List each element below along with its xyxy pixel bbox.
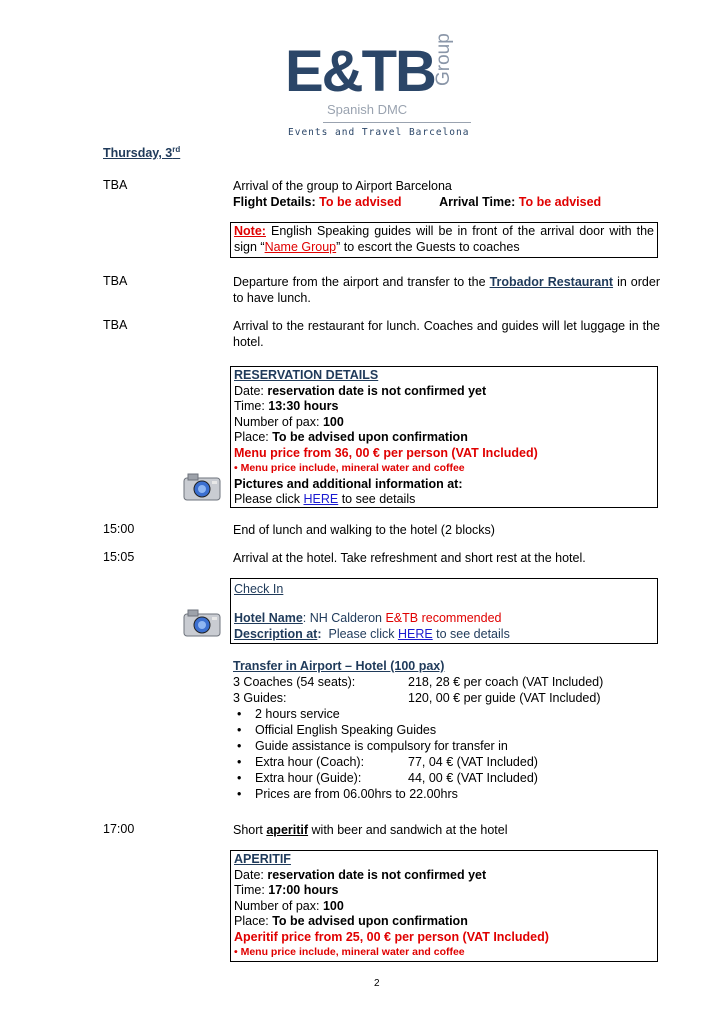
entry-e5: Arrival at the hotel. Take refreshment and short rest at the hotel.	[233, 551, 586, 565]
reservation-title: RESERVATION DETAILS	[234, 368, 379, 382]
list-item: • Guide assistance is compulsory for transfer in	[233, 738, 660, 754]
time-e3: TBA	[103, 318, 128, 332]
checkin-title: Check In	[234, 582, 284, 596]
reservation-box	[230, 366, 658, 508]
reservation-here-link[interactable]: HERE	[303, 492, 339, 506]
reservation-price: Menu price from 36, 00 € per person (VAT Included)	[234, 445, 538, 460]
day-heading	[103, 145, 180, 160]
camera-icon[interactable]	[182, 472, 222, 502]
restaurant-name: Trobador Restaurant	[489, 275, 614, 289]
aperitif-bullet: • Menu price include, mineral water and coffee	[234, 946, 465, 958]
time-e2: TBA	[103, 274, 128, 288]
flight-details: Flight Details: To be advised Arrival Time: To be advised	[233, 195, 602, 209]
note-box: Note: English Speaking guides will be in front of the arrival door with the sign “Name Group” to escort the Guests to coaches	[230, 222, 658, 258]
checkin-here-link[interactable]: HERE	[397, 626, 433, 641]
list-item: • Official English Speaking Guides	[233, 722, 660, 738]
logo-tagline: Spanish DMC	[327, 102, 408, 117]
aperitif-place: Place: To be advised upon confirmation	[234, 914, 468, 928]
aperitif-title: APERITIF	[234, 852, 291, 866]
logo-letters: E&TB	[285, 39, 435, 104]
list-item: • 2 hours service	[233, 706, 660, 722]
aperitif-date: Date: reservation date is not confirmed yet	[234, 867, 487, 882]
transfer-guides: 3 Guides: 120, 00 € per guide (VAT Included)	[233, 691, 601, 705]
page-number: 2	[374, 978, 380, 989]
entry-e4: End of lunch and walking to the hotel (2 blocks)	[233, 523, 495, 537]
transfer-section	[233, 658, 660, 802]
logo-group: Group	[433, 33, 454, 86]
aperitif-box	[230, 850, 658, 962]
checkin-box	[230, 578, 658, 644]
aperitif-price: Aperitif price from 25, 00 € per person (VAT Included)	[234, 929, 549, 944]
company-logo	[285, 33, 485, 140]
entry-e2: Departure from the airport and transfer to the Trobador Restaurant in order to have lunch.	[233, 275, 660, 305]
transfer-coaches: 3 Coaches (54 seats): 218, 28 € per coach (VAT Included)	[233, 675, 604, 689]
note-label: Note:	[234, 224, 266, 238]
camera-icon[interactable]	[182, 608, 222, 638]
aperitif-word: aperitif	[266, 823, 309, 837]
name-group: Name Group	[264, 239, 337, 254]
reservation-pax: Number of pax: 100	[234, 414, 344, 429]
time-e1: TBA	[103, 178, 128, 192]
checkin-desc: Description at: Please click HERE to see details	[234, 626, 510, 641]
transfer-title: Transfer in Airport – Hotel (100 pax)	[233, 659, 445, 673]
reservation-pictures: Pictures and additional information at:	[234, 476, 463, 491]
time-e4: 15:00	[103, 522, 135, 536]
list-item: • Prices are from 06.00hrs to 22.00hrs	[233, 786, 660, 802]
reservation-date: Date: reservation date is not confirmed yet	[234, 383, 487, 398]
checkin-hotel: Hotel Name: NH Calderon E&TB recommended	[234, 611, 502, 625]
list-item: • Extra hour (Guide): 44, 00 € (VAT Included)	[233, 770, 660, 786]
aperitif-time: Time: 17:00 hours	[234, 883, 339, 897]
aperitif-pax: Number of pax: 100	[234, 898, 344, 913]
reservation-click: Please click HERE to see details	[234, 492, 416, 506]
reservation-place: Place: To be advised upon confirmation	[234, 430, 468, 444]
list-item: • Extra hour (Coach): 77, 04 € (VAT Included)	[233, 754, 660, 770]
time-e6: 17:00	[103, 822, 135, 836]
entry-e1-line1: Arrival of the group to Airport Barcelona	[233, 179, 452, 193]
entry-e3: Arrival to the restaurant for lunch. Coaches and guides will let luggage in the hotel.	[233, 319, 660, 349]
reservation-time: Time: 13:30 hours	[234, 399, 339, 413]
day-label: Thursday, 3	[103, 146, 173, 161]
reservation-bullet: • Menu price include, mineral water and coffee	[234, 462, 465, 474]
logo-divider	[323, 122, 471, 123]
day-sup: rd	[172, 145, 181, 154]
entry-e1	[233, 178, 660, 210]
transfer-list	[233, 706, 660, 802]
entry-e6: Short aperitif with beer and sandwich at the hotel	[233, 823, 508, 837]
time-e5: 15:05	[103, 550, 135, 564]
logo-subtitle: Events and Travel Barcelona	[288, 127, 470, 138]
